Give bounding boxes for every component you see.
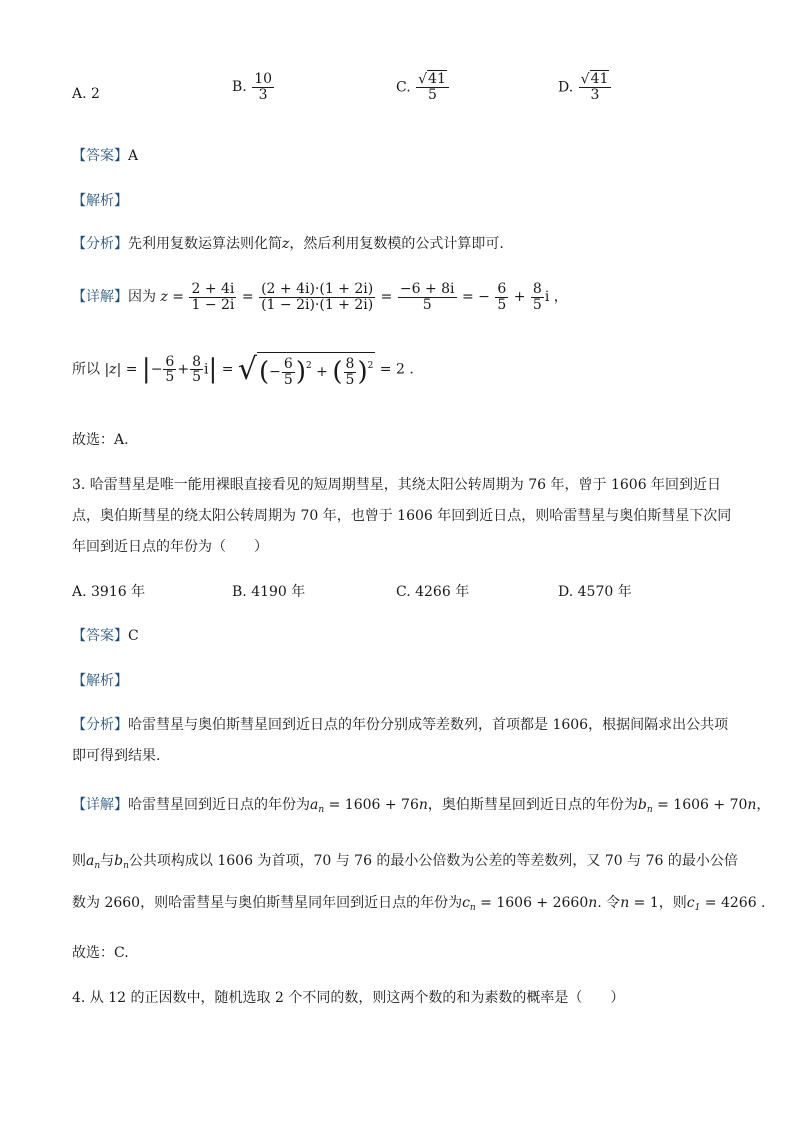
q2-option-d-label: D. — [558, 79, 574, 96]
detail-text: ，则 — [658, 895, 687, 911]
eq-fraction — [495, 282, 508, 312]
fraction-denominator: 5 — [165, 369, 175, 386]
detail-text: 公共项构成以 1606 为首项，70 与 76 的最小公倍数为公差的等差数列，又 70 与 76 的最小公倍 — [128, 853, 738, 869]
eq-fraction — [189, 282, 236, 312]
q3-fenxi-line-1 — [72, 714, 728, 734]
fraction-denominator: 5 — [497, 296, 507, 313]
q2-modulus-equation: 所以 |z| = |− $\frac{6}{5}$ + $\frac{8}{5}$ i| = √(− $\frac{6}{5}$ )$^2$ + ( $\frac{8}{5}$ )$^2$ = 2 . — [72, 352, 414, 388]
sqrt-radicand: 41 — [428, 71, 446, 87]
q3-option-b: B. 4190 年 — [232, 584, 306, 600]
answer-tag: 【答案】 — [72, 628, 128, 644]
math-expr: = 4266 . — [704, 895, 766, 911]
detail-text: . 令 — [597, 895, 621, 911]
q2-option-a: A. 2 — [72, 86, 100, 102]
answer-value: C — [128, 628, 139, 644]
detail-text: 因为 — [128, 289, 156, 306]
q2-choose: 故选：A. — [72, 432, 129, 448]
q2-option-b-fraction — [252, 72, 274, 102]
mod-result: = 2 . — [379, 361, 414, 378]
eq-fraction — [344, 357, 357, 387]
fraction-numerator: 6 — [283, 356, 293, 372]
math-expr: = 1 — [633, 895, 659, 911]
fraction-numerator: (2 + 4i)·(1 + 2i) — [261, 281, 374, 297]
eq-fraction — [282, 357, 295, 387]
eq-fraction — [398, 282, 457, 312]
math-expr: = 1606 + 76 — [328, 797, 419, 813]
math-var: z — [282, 236, 290, 252]
math-expr: = 1606 + 2660 — [480, 895, 589, 911]
q2-option-c — [396, 72, 450, 103]
q2-fenxi — [72, 233, 504, 253]
fenxi-text: 先利用复数运算法则化简 — [128, 236, 282, 252]
q2-option-b-label: B. — [232, 79, 247, 96]
fraction-denominator: 3 — [258, 86, 268, 103]
q3-option-c: C. 4266 年 — [396, 584, 470, 600]
fenxi-text: 哈雷彗星与奥伯斯彗星回到近日点的年份分别成等差数列，首项都是 1606，根据间隔求出公共项 — [128, 717, 729, 733]
fraction-denominator: 5 — [532, 296, 542, 313]
q3-stem-line-2: 点，奥伯斯彗星的绕太阳公转周期为 70 年，也曾于 1606 年回到近日点，则哈雷彗星与奥伯斯彗星下次同 — [72, 508, 732, 524]
q2-option-b — [232, 72, 275, 102]
q2-detail-equation: 【详解】因为 z = $\frac{2 + 4i}{1 - 2i}$ = $\frac{(2 + 4i)\cdot(1 + 2i)}{(1 - 2i)\cdot(1 + 2i)}$ = $\frac{-6 + 8i}{5}$ = − $\frac{6}{5}$ + $\frac{8}{5}$ i ， — [72, 281, 568, 313]
mod-prefix: 所以 — [72, 361, 100, 378]
eq-fraction — [259, 282, 375, 312]
eq-tail: i ， — [544, 289, 568, 306]
fraction-numerator: 8 — [532, 281, 542, 297]
fraction-denominator: 3 — [590, 87, 600, 104]
q3-stem-line-3: 年回到近日点的年份为（ ） — [72, 539, 268, 555]
detail-tag: 【详解】 — [72, 797, 128, 813]
math-expr: = 1606 + 70 — [657, 797, 748, 813]
detail-text: 数为 2660，则哈雷彗星与奥伯斯彗星同年回到近日点的年份为 — [72, 895, 463, 911]
math-var: $a_n$ — [310, 797, 325, 815]
fraction-denominator: 1 − 2i — [191, 296, 235, 313]
q3-option-a: A. 3916 年 — [72, 584, 146, 600]
fraction-numerator: √41 — [579, 72, 612, 88]
eq-fraction — [531, 282, 544, 312]
fraction-denominator: 5 — [345, 371, 355, 388]
fraction-numerator: 2 + 4i — [191, 281, 235, 297]
q3-stem-line-1: 3. 哈雷彗星是唯一能用裸眼直接看见的短周期彗星，其绕太阳公转周期为 76 年，曾于 1606 年回到近日 — [72, 477, 722, 493]
q3-fenxi-line-2: 即可得到结果. — [72, 748, 161, 764]
answer-value: A — [128, 148, 139, 164]
eq-fraction — [190, 355, 203, 385]
q2-analysis-tag: 【解析】 — [72, 193, 128, 209]
q4-stem-line-1: 4. 从 12 的正因数中，随机选取 2 个不同的数，则这两个数的和为素数的概率是（ ） — [72, 990, 625, 1006]
q2-option-d-fraction — [579, 72, 612, 103]
q3-analysis-tag: 【解析】 — [72, 673, 128, 689]
fraction-denominator: 5 — [283, 371, 293, 388]
fraction-numerator: √41 — [416, 72, 449, 88]
q2-answer — [72, 145, 138, 165]
fenxi-tag: 【分析】 — [72, 236, 128, 252]
q2-option-d — [558, 72, 612, 103]
q2-option-c-fraction — [416, 72, 449, 103]
fraction-numerator: 8 — [345, 356, 355, 372]
fraction-numerator: 6 — [165, 353, 175, 370]
q3-option-d: D. 4570 年 — [558, 584, 632, 600]
detail-text: ，奥伯斯彗星回到近日点的年份为 — [427, 797, 638, 813]
fraction-denominator: 5 — [428, 87, 437, 104]
math-var: z — [160, 289, 168, 306]
fraction-denominator: 5 — [422, 296, 432, 313]
fraction-numerator: 10 — [254, 71, 273, 87]
detail-text: ， — [756, 797, 771, 813]
detail-text: 哈雷彗星回到近日点的年份为 — [128, 797, 310, 813]
q3-detail-line-1: 【详解】哈雷彗星回到近日点的年份为$a_n = 1606 + 76n$，奥伯斯彗星回到近日点的年份为$b_n = 1606 + 70n$， — [72, 797, 771, 815]
fenxi-tag: 【分析】 — [72, 717, 128, 733]
eq-fraction — [163, 355, 176, 385]
q3-detail-line-3: 数为 2660，则哈雷彗星与奥伯斯彗星同年回到近日点的年份为$c_n = 1606 + 2660n$. 令n = 1，则$c_1 = 4266$ . — [72, 895, 766, 913]
fraction-numerator: 8 — [192, 353, 201, 370]
fraction-numerator: −6 + 8i — [399, 281, 455, 297]
q3-answer — [72, 625, 139, 645]
sqrt-radicand: 41 — [590, 71, 609, 87]
math-var: $b_n$ — [637, 797, 653, 815]
q2-option-c-label: C. — [396, 79, 411, 96]
q3-detail-line-2: 则$a_n$与$b_n$公共项构成以 1606 为首项，70 与 76 的最小公倍数为公差的等差数列，又 70 与 76 的最小公倍 — [72, 853, 738, 871]
fenxi-text: ，然后利用复数模的公式计算即可. — [289, 236, 504, 252]
detail-tag: 【详解】 — [72, 289, 128, 306]
fraction-denominator: (1 − 2i)·(1 + 2i) — [261, 296, 374, 313]
detail-text: 则 — [72, 853, 86, 869]
fraction-denominator: 5 — [192, 369, 201, 386]
detail-text: 与 — [100, 853, 115, 869]
answer-tag: 【答案】 — [72, 148, 128, 164]
q3-choose: 故选：C. — [72, 945, 129, 961]
fraction-numerator: 6 — [497, 281, 507, 297]
